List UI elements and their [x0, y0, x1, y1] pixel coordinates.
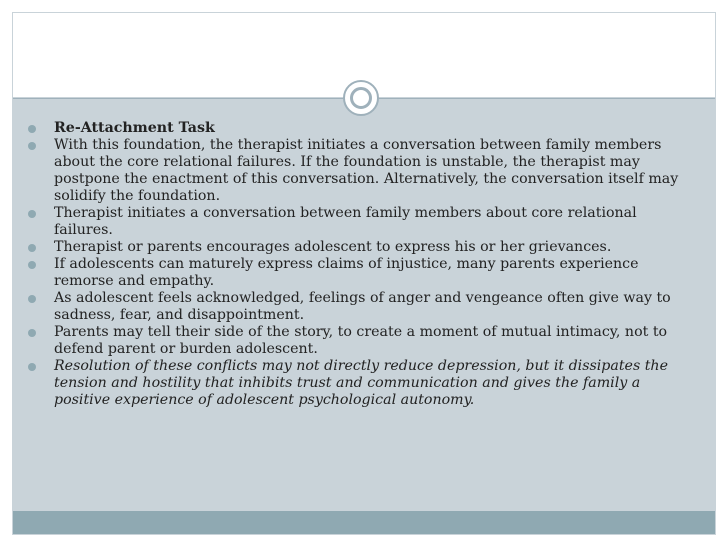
list-item — [28, 239, 698, 256]
bullet-icon — [28, 142, 36, 150]
bullet-text: If adolescents can maturely express claims of injustice, many parents experience remorse and empathy. — [54, 256, 639, 289]
list-item — [28, 205, 698, 239]
list-item — [28, 256, 698, 290]
list-item — [28, 290, 698, 324]
list-item — [28, 137, 698, 205]
bullet-text: Re-Attachment Task — [54, 120, 215, 136]
bullet-list — [28, 120, 698, 409]
circle-ornament-inner — [350, 87, 372, 109]
bullet-icon — [28, 244, 36, 252]
bullet-icon — [28, 329, 36, 337]
bullet-icon — [28, 210, 36, 218]
bullet-text: Parents may tell their side of the story, to create a moment of mutual intimacy, not to defend parent or burden adolescent. — [54, 324, 668, 357]
bullet-icon — [28, 125, 36, 133]
bullet-icon — [28, 261, 36, 269]
bullet-icon — [28, 295, 36, 303]
bullet-text: Therapist or parents encourages adolescent to express his or her grievances. — [54, 239, 612, 255]
bullet-text: As adolescent feels acknowledged, feelings of anger and vengeance often give way to sadness, fear, and disappointment. — [54, 290, 671, 323]
bullet-text: Resolution of these conflicts may not directly reduce depression, but it dissipates the tension and hostility that inhibits trust and communication and gives the family a positive experience of adolescent psychological autonomy. — [54, 358, 668, 408]
bullet-text: With this foundation, the therapist initiates a conversation between family members about the core relational failures. If the foundation is unstable, the therapist may postpone the enactment of this conversation. Alternatively, the conversation itself may solidify the foundation. — [54, 137, 679, 204]
bullet-text: Therapist initiates a conversation between family members about core relational failures. — [54, 205, 637, 238]
circle-ornament-icon — [343, 80, 379, 116]
list-item — [28, 120, 698, 137]
list-item — [28, 324, 698, 358]
list-item — [28, 358, 698, 409]
bullet-icon — [28, 363, 36, 371]
